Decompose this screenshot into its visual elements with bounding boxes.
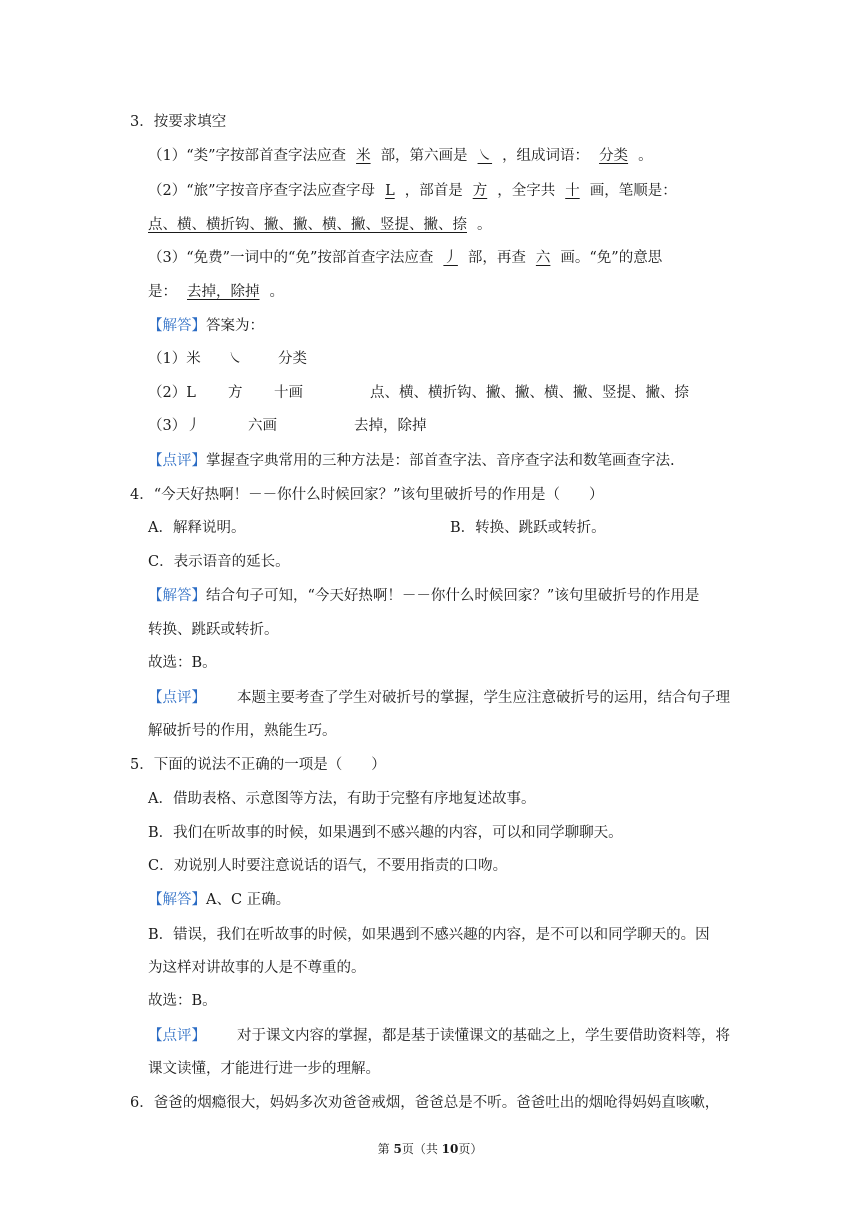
q3-line-4: （3）“免费”一词中的“免”按部首查字法应查 丿 部，再查 六 画。“免”的意思 xyxy=(148,250,663,266)
q3-line-3: 点、横、横折钩、撇、撇、横、撇、竖提、撇、捺 。 xyxy=(148,217,492,233)
q3-answer-row-1: （1）米 ㇏ 分类 xyxy=(148,351,307,367)
q4-choice: 故选：B。 xyxy=(148,655,217,671)
page-footer: 第 5页（共 10页） xyxy=(377,1142,483,1156)
question-5-title: 5．下面的说法不正确的一项是（ ） xyxy=(130,757,386,773)
q4-answer: 【解答】结合句子可知，“今天好热啊！－－你什么时候回家？”该句里破折号的作用是 xyxy=(148,588,700,604)
blank-word-answer: 分类 xyxy=(599,148,629,164)
blank-stroke-answer: ㇏ xyxy=(477,148,493,164)
q4-comment: 【点评】 本题主要考查了学生对破折号的掌握，学生应注意破折号的运用，结合句子理 xyxy=(148,690,730,706)
q3-line-1: （1）“类”字按部首查字法应查 米 部，第六画是 ㇏ ，组成词语： 分类 。 xyxy=(148,148,653,164)
q5-choice: 故选：B。 xyxy=(148,993,217,1009)
option-a: A．借助表格、示意图等方法，有助于完整有序地复述故事。 xyxy=(148,791,536,807)
comment-tag: 【点评】 xyxy=(148,453,206,469)
option-c: C．劝说别人时要注意说话的语气，不要用指责的口吻。 xyxy=(148,858,508,874)
q5-answer-line-2: B．错误，我们在听故事的时候，如果遇到不感兴趣的内容，是不可以和同学聊天的。因 xyxy=(148,927,710,943)
q4-options-ab xyxy=(148,518,606,538)
q3-answer: 【解答】答案为： xyxy=(148,318,264,334)
q4-comment-cont: 解破折号的作用，熟能生巧。 xyxy=(148,723,337,739)
blank-stroke-order-answer: 点、横、横折钩、撇、撇、横、撇、竖提、撇、捺 xyxy=(148,217,467,233)
q3-line-2: （2）“旅”字按音序查字法应查字母 L ，部首是 方 ，全字共 十 画，笔顺是： xyxy=(148,183,677,199)
blank-radical-answer: 方 xyxy=(472,183,488,199)
blank-stroke-count-answer: 十 xyxy=(565,183,580,199)
q5-answer: 【解答】A、C 正确。 xyxy=(148,892,291,908)
q5-comment: 【点评】 对于课文内容的掌握，都是基于读懂课文的基础之上，学生要借助资料等，将 xyxy=(148,1028,730,1044)
answer-tag: 【解答】 xyxy=(148,892,206,908)
q3-answer-row-2: （2）L 方 十画 点、横、横折钩、撇、撇、横、撇、竖提、撇、捺 xyxy=(148,385,689,401)
blank-radical-answer: 丿 xyxy=(443,250,458,266)
q5-answer-line-3: 为这样对讲故事的人是不尊重的。 xyxy=(148,960,366,976)
q3-comment: 【点评】掌握查字典常用的三种方法是：部首查字法、音序查字法和数笔画查字法. xyxy=(148,453,675,469)
question-6-title: 6．爸爸的烟瘾很大，妈妈多次劝爸爸戒烟，爸爸总是不听。爸爸吐出的烟呛得妈妈直咳嗽， xyxy=(130,1095,720,1111)
blank-radical-answer: 米 xyxy=(356,148,371,164)
option-b: B．我们在听故事的时候，如果遇到不感兴趣的内容，可以和同学聊聊天。 xyxy=(148,825,623,841)
current-page-number: 5 xyxy=(393,1142,402,1156)
option-a: A．解释说明。 xyxy=(148,520,246,536)
question-4-title: 4．“今天好热啊！－－你什么时候回家？”该句里破折号的作用是（ ） xyxy=(130,487,604,503)
blank-letter-answer: L xyxy=(385,183,395,199)
answer-tag: 【解答】 xyxy=(148,588,206,604)
q3-line-5: 是： 去掉，除掉 。 xyxy=(148,284,284,300)
blank-stroke-count-answer: 六 xyxy=(535,250,551,266)
q5-comment-cont: 课文读懂，才能进行进一步的理解。 xyxy=(148,1061,380,1077)
option-c: C．表示语音的延长。 xyxy=(148,554,290,570)
total-page-count: 10 xyxy=(441,1142,459,1156)
q4-answer-cont: 转换、跳跃或转折。 xyxy=(148,622,279,638)
blank-meaning-answer: 去掉，除掉 xyxy=(187,284,260,300)
answer-tag: 【解答】 xyxy=(148,318,206,334)
q3-answer-row-3: （3）丿 六画 去掉，除掉 xyxy=(148,418,427,434)
comment-tag: 【点评】 xyxy=(148,1028,206,1044)
question-3-title: 3．按要求填空 xyxy=(130,114,227,130)
option-b: B．转换、跳跃或转折。 xyxy=(450,520,606,536)
comment-tag: 【点评】 xyxy=(148,690,206,706)
